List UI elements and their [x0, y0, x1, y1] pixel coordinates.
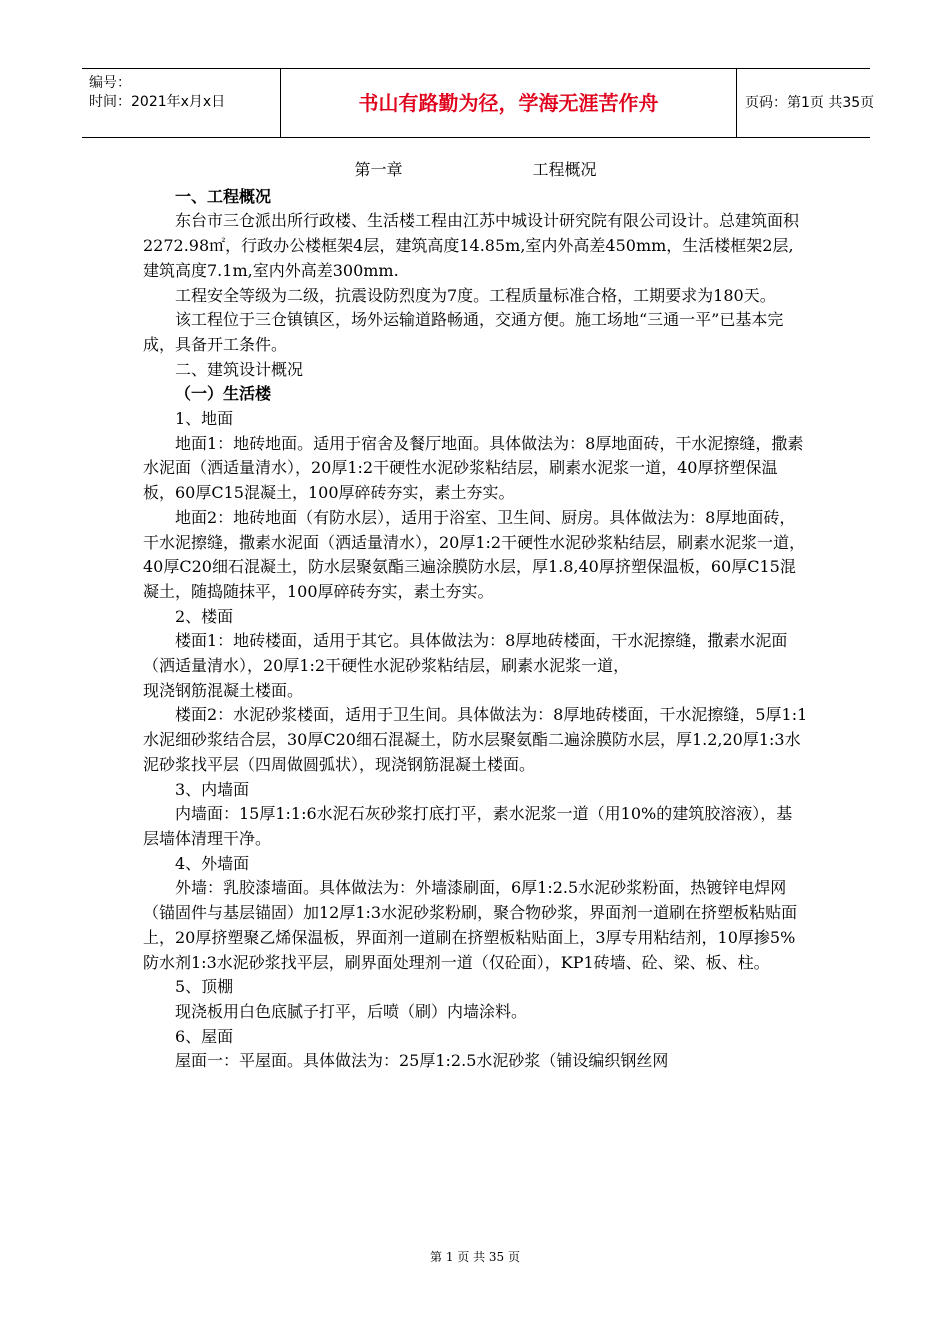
document-number-label: 编号： — [89, 75, 131, 91]
section-heading-design: 二、建筑设计概况 — [175, 359, 304, 379]
item-heading: 1、地面 — [175, 409, 234, 429]
paragraph: 现浇板用白色底腻子打平，后喷（刷）内墙涂料。 — [175, 1001, 528, 1021]
subsection-heading-living-building: （一）生活楼 — [175, 384, 272, 404]
paragraph: 外墙：乳胶漆墙面。具体做法为：外墙漆刷面，6厚1:2.5水泥砂浆粉面，热镀锌电焊网（锚固件与基层锚固）加12厚1:3水泥砂浆粉刷，聚合物砂浆，界面剂一道刷在挤塑板粘贴面上，20厚挤塑聚乙烯保温板，界面剂一道刷在挤塑板粘贴面上，3厚专用粘结剂，10厚掺5%防水剂1:3水泥砂浆找平层，刷界面处理剂一道（仅砼面），KP1砖墙、砼、梁、板、柱。 — [143, 878, 798, 972]
item-heading: 6、屋面 — [175, 1026, 234, 1046]
chapter-number: 第一章 — [354, 160, 403, 179]
header-motto: 书山有路勤为径，学海无涯苦作舟 — [281, 69, 737, 137]
chapter-name: 工程概况 — [532, 160, 597, 179]
paragraph: 东台市三仓派出所行政楼、生活楼工程由江苏中城设计研究院有限公司设计。总建筑面积2272.98㎡，行政办公楼框架4层，建筑高度14.85m,室内外高差450mm，生活楼框架2层,建筑高度7.1m,室内外高差300mm. — [143, 211, 800, 280]
paragraph: 现浇钢筋混凝土楼面。 — [143, 680, 304, 700]
paragraph: 屋面一：平屋面。具体做法为：25厚1:2.5水泥砂浆（铺设编织钢丝网 — [175, 1051, 669, 1071]
page-header — [82, 68, 875, 138]
page-footer: 第 1 页 共 35 页 — [430, 1250, 520, 1264]
paragraph: 楼面1：地砖楼面，适用于其它。具体做法为：8厚地砖楼面，干水泥擦缝，撒素水泥面（洒适量清水），20厚1:2干硬性水泥砂浆粘结层，刷素水泥浆一道， — [143, 631, 788, 676]
header-page-number: 页码：第1页 共35页 — [745, 95, 875, 111]
item-heading: 5、顶棚 — [175, 977, 234, 997]
item-heading: 4、外墙面 — [175, 853, 250, 873]
paragraph: 地面2：地砖地面（有防水层），适用于浴室、卫生间、厨房。具体做法为：8厚地面砖，干水泥擦缝，撒素水泥面（洒适量清水），20厚1:2干硬性水泥砂浆粘结层，刷素水泥浆一道，40厚C20细石混凝土，防水层聚氨酯三遍涂膜防水层，厚1.8,40厚挤塑保温板，60厚C15混凝土，随捣随抹平，100厚碎砖夯实，素土夯实。 — [143, 507, 806, 601]
document-date-label: 时间：2021年x月x日 — [89, 94, 226, 110]
paragraph: 地面1：地砖地面。适用于宿舍及餐厅地面。具体做法为：8厚地面砖，干水泥擦缝，撒素水泥面（洒适量清水），20厚1:2干硬性水泥砂浆粘结层，刷素水泥浆一道，40厚挤塑保温板，60厚C15混凝土，100厚碎砖夯实，素土夯实。 — [143, 433, 804, 503]
paragraph: 该工程位于三仓镇镇区，场外运输道路畅通，交通方便。施工场地“三通一平”已基本完成，具备开工条件。 — [143, 310, 784, 354]
paragraph: 内墙面：15厚1:1:6水泥石灰砂浆打底打平，素水泥浆一道（用10%的建筑胶溶液），基层墙体清理干净。 — [143, 804, 793, 848]
section-heading-overview: 一、工程概况 — [175, 186, 272, 206]
item-heading: 3、内墙面 — [175, 779, 250, 799]
document-body — [143, 158, 808, 1074]
paragraph: 工程安全等级为二级，抗震设防烈度为7度。工程质量标准合格，工期要求为180天。 — [175, 285, 776, 305]
item-heading: 2、楼面 — [175, 606, 234, 626]
header-meta-cell — [82, 69, 281, 137]
paragraph: 楼面2：水泥砂浆楼面，适用于卫生间。具体做法为：8厚地砖楼面，干水泥擦缝，5厚1:1水泥细砂浆结合层，30厚C20细石混凝土，防水层聚氨酯二遍涂膜防水层，厚1.2,20厚1:3水泥砂浆找平层（四周做圆弧状），现浇钢筋混凝土楼面。 — [143, 705, 808, 774]
chapter-title — [143, 158, 808, 183]
